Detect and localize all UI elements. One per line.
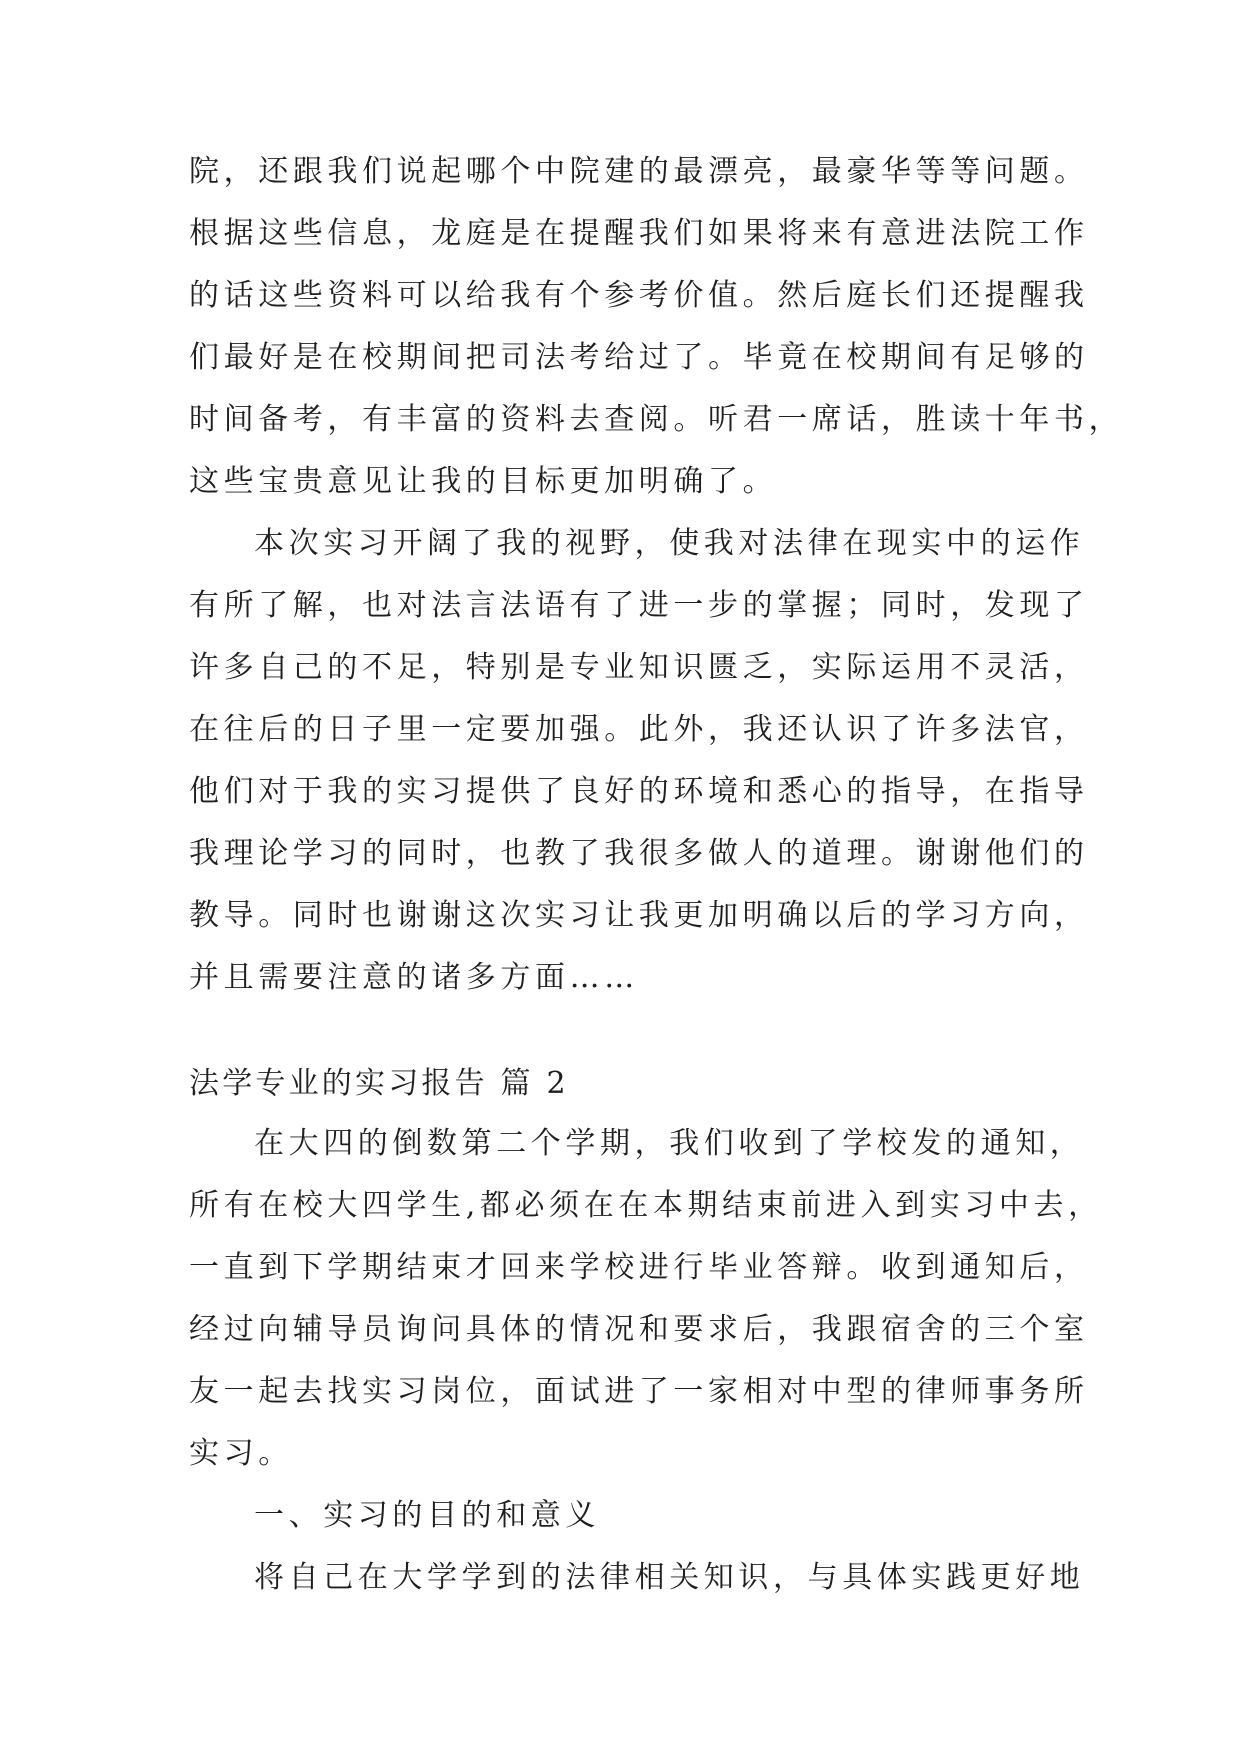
paragraph-line: 的话这些资料可以给我有个参考价值。然后庭长们还提醒我 bbox=[189, 278, 1089, 313]
paragraph-line: 这些宝贵意见让我的目标更加明确了。 bbox=[189, 464, 778, 499]
paragraph-line: 经过向辅导员询问具体的情况和要求后，我跟宿舍的三个室 bbox=[189, 1312, 1089, 1347]
paragraph-line: 所有在校大四学生,都必须在在本期结束前进入到实习中去， bbox=[189, 1188, 1103, 1223]
paragraph-line: 一直到下学期结束才回来学校进行毕业答辩。收到通知后， bbox=[189, 1250, 1089, 1285]
section-title: 法学专业的实习报告 篇 2 bbox=[189, 1066, 569, 1101]
paragraph-line: 本次实习开阔了我的视野，使我对法律在现实中的运作 bbox=[254, 526, 1085, 561]
paragraph-line: 友一起去找实习岗位，面试进了一家相对中型的律师事务所 bbox=[189, 1374, 1089, 1409]
paragraph-line: 在大四的倒数第二个学期，我们收到了学校发的通知， bbox=[254, 1126, 1085, 1161]
paragraph-line: 许多自己的不足，特别是专业知识匮乏，实际运用不灵活， bbox=[189, 650, 1089, 685]
paragraph-line: 教导。同时也谢谢这次实习让我更加明确以后的学习方向， bbox=[189, 898, 1089, 933]
paragraph-line: 并且需要注意的诸多方面…… bbox=[189, 960, 639, 995]
paragraph-line: 时间备考，有丰富的资料去查阅。听君一席话，胜读十年书， bbox=[189, 402, 1124, 437]
paragraph-line: 我理论学习的同时，也教了我很多做人的道理。谢谢他们的 bbox=[189, 836, 1089, 871]
paragraph-line: 们最好是在校期间把司法考给过了。毕竟在校期间有足够的 bbox=[189, 340, 1089, 375]
paragraph-line: 院，还跟我们说起哪个中院建的最漂亮，最豪华等等问题。 bbox=[189, 154, 1089, 189]
paragraph-line: 根据这些信息，龙庭是在提醒我们如果将来有意进法院工作 bbox=[189, 216, 1089, 251]
subheading: 一、实习的目的和意义 bbox=[254, 1498, 600, 1533]
paragraph-line: 有所了解，也对法言法语有了进一步的掌握；同时，发现了 bbox=[189, 588, 1089, 623]
paragraph-line: 在往后的日子里一定要加强。此外，我还认识了许多法官， bbox=[189, 712, 1089, 747]
paragraph-line: 将自己在大学学到的法律相关知识，与具体实践更好地 bbox=[254, 1560, 1085, 1595]
paragraph-line: 他们对于我的实习提供了良好的环境和悉心的指导，在指导 bbox=[189, 774, 1089, 809]
paragraph-line: 实习。 bbox=[189, 1436, 293, 1471]
